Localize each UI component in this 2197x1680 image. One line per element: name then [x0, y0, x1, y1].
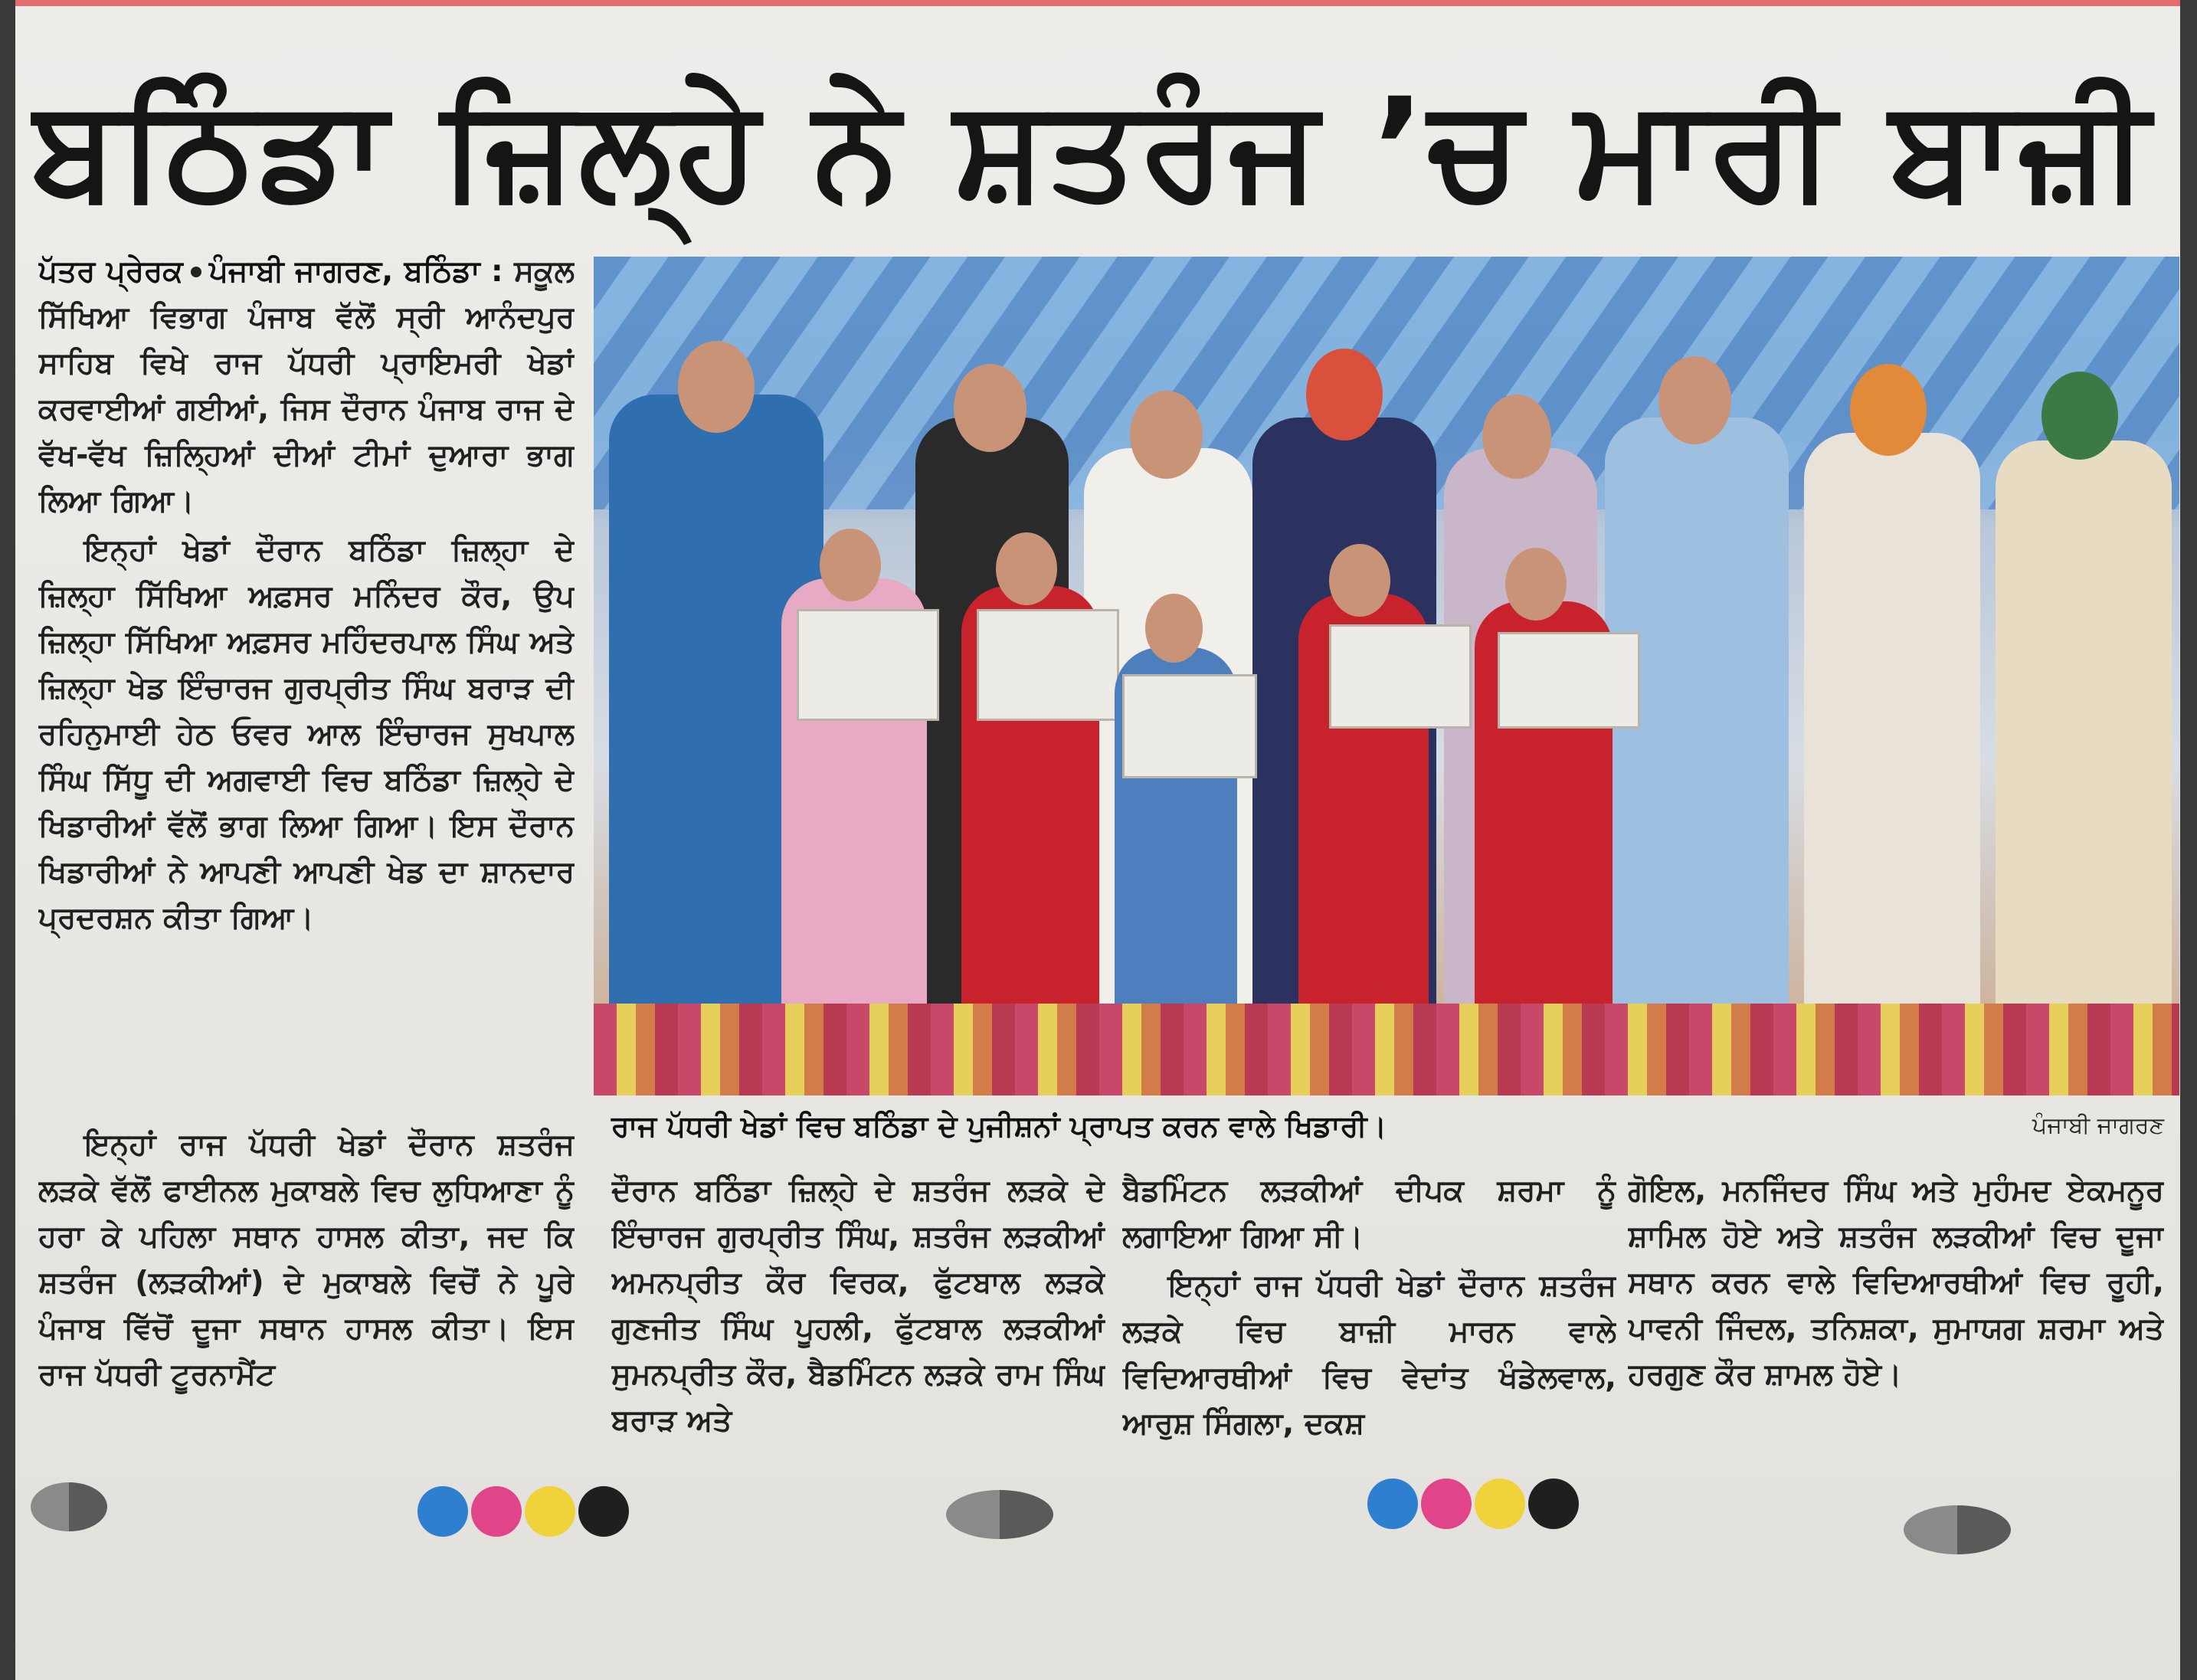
byline-paper: ਪੰਜਾਬੀ ਜਾਗਰਣ,	[208, 254, 394, 289]
person-head	[1658, 356, 1731, 444]
certificate	[1122, 674, 1257, 778]
article-paragraph-col4b: ਇਨ੍ਹਾਂ ਰਾਜ ਪੱਧਰੀ ਖੇਡਾਂ ਦੌਰਾਨ ਸ਼ਤਰੰਜ ਲੜਕੇ ਵਿਚ ਬਾਜ਼ੀ ਮਾਰਨ ਵਾਲੇ ਵਿਦਿਆਰਥੀਆਂ ਵਿਚ ਵੇਦਾਂਤ ਖੰਡੇਲਵਾਲ, ਆਰੁਸ਼ ਸਿੰਗਲਾ, ਦਕਸ਼	[1122, 1269, 1616, 1441]
registration-oval	[31, 1482, 107, 1531]
registration-dot-yellow	[525, 1486, 575, 1537]
byline	[38, 249, 575, 525]
registration-dot-magenta	[471, 1486, 522, 1537]
bullet-icon	[191, 267, 201, 277]
article-column-5	[1628, 1168, 2164, 1475]
article-paragraph-col4a: ਬੈਡਮਿੰਟਨ ਲੜਕੀਆਂ ਦੀਪਕ ਸ਼ਰਮਾ ਨੂੰ ਲਗਾਇਆ ਗਿਆ ਸੀ।	[1122, 1174, 1616, 1254]
registration-oval	[1904, 1505, 2011, 1554]
child-head	[1145, 594, 1203, 663]
registration-dot-cyan	[1367, 1479, 1418, 1529]
turban	[2041, 372, 2118, 460]
registration-dot-magenta	[1421, 1479, 1472, 1529]
article-column-2	[38, 1122, 575, 1475]
headline: ਬਠਿੰਡਾ ਜ਼ਿਲ੍ਹੇ ਨੇ ਸ਼ਤਰੰਜ ’ਚ ਮਾਰੀ ਬਾਜ਼ੀ	[31, 69, 2153, 229]
byline-place: ਬਠਿੰਡਾ :	[404, 254, 503, 289]
newspaper-clipping	[15, 0, 2180, 1680]
article-paragraph-col3: ਦੌਰਾਨ ਬਠਿੰਡਾ ਜ਼ਿਲ੍ਹੇ ਦੇ ਸ਼ਤਰੰਜ ਲੜਕੇ ਦੇ ਇੰਚਾਰਜ ਗੁਰਪ੍ਰੀਤ ਸਿੰਘ, ਸ਼ਤਰੰਜ ਲੜਕੀਆਂ ਅਮਨਪ੍ਰੀਤ ਕੌਰ ਵਿਰਕ, ਫੁੱਟਬਾਲ ਲੜਕੇ ਗੁਣਜੀਤ ਸਿੰਘ ਪੂਹਲੀ, ਫੁੱਟਬਾਲ ਲੜਕੀਆਂ ਸੁਮਨਪ੍ਰੀਤ ਕੌਰ, ਬੈਡਮਿੰਟਨ ਲੜਕੇ ਰਾਮ ਸਿੰਘ ਬਰਾੜ ਅਤੇ	[611, 1174, 1105, 1438]
child-head	[820, 529, 881, 601]
person-head	[678, 341, 755, 433]
flower-floor	[594, 1004, 2179, 1095]
person-head	[1130, 391, 1203, 479]
article-paragraph-2: ਇਨ੍ਹਾਂ ਖੇਡਾਂ ਦੌਰਾਨ ਬਠਿੰਡਾ ਜ਼ਿਲ੍ਹਾ ਦੇ ਜ਼ਿਲ੍ਹਾ ਸਿੱਖਿਆ ਅਫ਼ਸਰ ਮਨਿੰਦਰ ਕੌਰ, ਉਪ ਜ਼ਿਲ੍ਹਾ ਸਿੱਖਿਆ ਅਫ਼ਸਰ ਮਹਿੰਦਰਪਾਲ ਸਿੰਘ ਅਤੇ ਜ਼ਿਲ੍ਹਾ ਖੇਡ ਇੰਚਾਰਜ ਗੁਰਪ੍ਰੀਤ ਸਿੰਘ ਬਰਾੜ ਦੀ ਰਹਿਨੁਮਾਈ ਹੇਠ ਓਵਰ ਆਲ ਇੰਚਾਰਜ ਸੁਖਪਾਲ ਸਿੰਘ ਸਿੱਧੂ ਦੀ ਅਗਵਾਈ ਵਿਚ ਬਠਿੰਡਾ ਜ਼ਿਲ੍ਹੇ ਦੇ ਖਿਡਾਰੀਆਂ ਵੱਲੋਂ ਭਾਗ ਲਿਆ ਗਿਆ। ਇਸ ਦੌਰਾਨ ਖਿਡਾਰੀਆਂ ਨੇ ਆਪਣੀ ਆਪਣੀ ਖੇਡ ਦਾ ਸ਼ਾਨਦਾਰ ਪ੍ਰਦਰਸ਼ਨ ਕੀਤਾ ਗਿਆ।	[38, 533, 575, 935]
article-column-4	[1122, 1168, 1616, 1475]
article-paragraph-3: ਇਨ੍ਹਾਂ ਰਾਜ ਪੱਧਰੀ ਖੇਡਾਂ ਦੌਰਾਨ ਸ਼ਤਰੰਜ ਲੜਕੇ ਵੱਲੋਂ ਫਾਈਨਲ ਮੁਕਾਬਲੇ ਵਿਚ ਲੁਧਿਆਣਾ ਨੂੰ ਹਰਾ ਕੇ ਪਹਿਲਾ ਸਥਾਨ ਹਾਸਲ ਕੀਤਾ, ਜਦ ਕਿ ਸ਼ਤਰੰਜ (ਲੜਕੀਆਂ) ਦੇ ਮੁਕਾਬਲੇ ਵਿਚੋਂ ਨੇ ਪੂਰੇ ਪੰਜਾਬ ਵਿੱਚੋਂ ਦੂਜਾ ਸਥਾਨ ਹਾਸਲ ਕੀਤਾ। ਇਸ ਰਾਜ ਪੱਧਰੀ ਟੂਰਨਾਮੈਂਟ	[38, 1128, 575, 1392]
person-man-green-turban	[1996, 440, 2172, 1023]
article-paragraph-1: ਸਕੂਲ ਸਿੱਖਿਆ ਵਿਭਾਗ ਪੰਜਾਬ ਵੱਲੋਂ ਸ੍ਰੀ ਆਨੰਦਪੁਰ ਸਾਹਿਬ ਵਿਖੇ ਰਾਜ ਪੱਧਰੀ ਪ੍ਰਾਇਮਰੀ ਖੇਡਾਂ ਕਰਵਾਈਆਂ ਗਈਆਂ, ਜਿਸ ਦੌਰਾਨ ਪੰਜਾਬ ਰਾਜ ਦੇ ਵੱਖ-ਵੱਖ ਜ਼ਿਲ੍ਹਿਆਂ ਦੀਆਂ ਟੀਮਾਂ ਦੁਆਰਾ ਭਾਗ ਲਿਆ ਗਿਆ।	[38, 254, 575, 519]
person-elder-orange-turban	[1804, 433, 1980, 1015]
article-paragraph-col5: ਗੋਇਲ, ਮਨਜਿੰਦਰ ਸਿੰਘ ਅਤੇ ਮੁਹੰਮਦ ਏਕਮਨੂਰ ਸ਼ਾਮਿਲ ਹੋਏ ਅਤੇ ਸ਼ਤਰੰਜ ਲੜਕੀਆਂ ਵਿਚ ਦੂਜਾ ਸਥਾਨ ਕਰਨ ਵਾਲੇ ਵਿਦਿਆਰਥੀਆਂ ਵਿਚ ਰੂਹੀ, ਪਾਵਨੀ ਜਿੰਦਲ, ਤਨਿਸ਼ਕਾ, ਸੁਮਾਯਗ ਸ਼ਰਮਾ ਅਤੇ ਹਰਗੁਣ ਕੌਰ ਸ਼ਾਮਲ ਹੋਏ।	[1628, 1174, 2164, 1392]
turban	[1850, 364, 1927, 456]
byline-reporter: ਪੱਤਰ ਪ੍ਰੇਰਕ	[38, 254, 183, 289]
registration-dot-cyan	[417, 1486, 468, 1537]
person-head	[954, 364, 1026, 452]
article-column-1	[38, 249, 575, 1153]
certificate	[797, 609, 939, 721]
child-head	[1505, 548, 1567, 621]
article-column-3	[611, 1168, 1105, 1475]
person-head	[1482, 395, 1551, 479]
certificate	[977, 609, 1119, 721]
registration-dot-black	[578, 1486, 629, 1537]
certificate	[1498, 632, 1640, 729]
registration-dot-yellow	[1475, 1479, 1525, 1529]
photo-credit: ਪੰਜਾਬੀ ਜਾਗਰਣ	[2032, 1112, 2164, 1139]
registration-dot-black	[1528, 1479, 1579, 1529]
child-head	[1329, 544, 1390, 617]
turban	[1306, 349, 1383, 440]
photo-caption: ਰਾਜ ਪੱਧਰੀ ਖੇਡਾਂ ਵਿਚ ਬਠਿੰਡਾ ਦੇ ਪੁਜੀਸ਼ਨਾਂ ਪ੍ਰਾਪਤ ਕਰਨ ਵਾਲੇ ਖਿਡਾਰੀ।	[611, 1109, 1387, 1143]
top-rule	[15, 0, 2180, 6]
child-head	[996, 532, 1057, 605]
group-photo	[594, 257, 2179, 1095]
registration-oval	[946, 1490, 1053, 1539]
certificate	[1329, 624, 1472, 729]
